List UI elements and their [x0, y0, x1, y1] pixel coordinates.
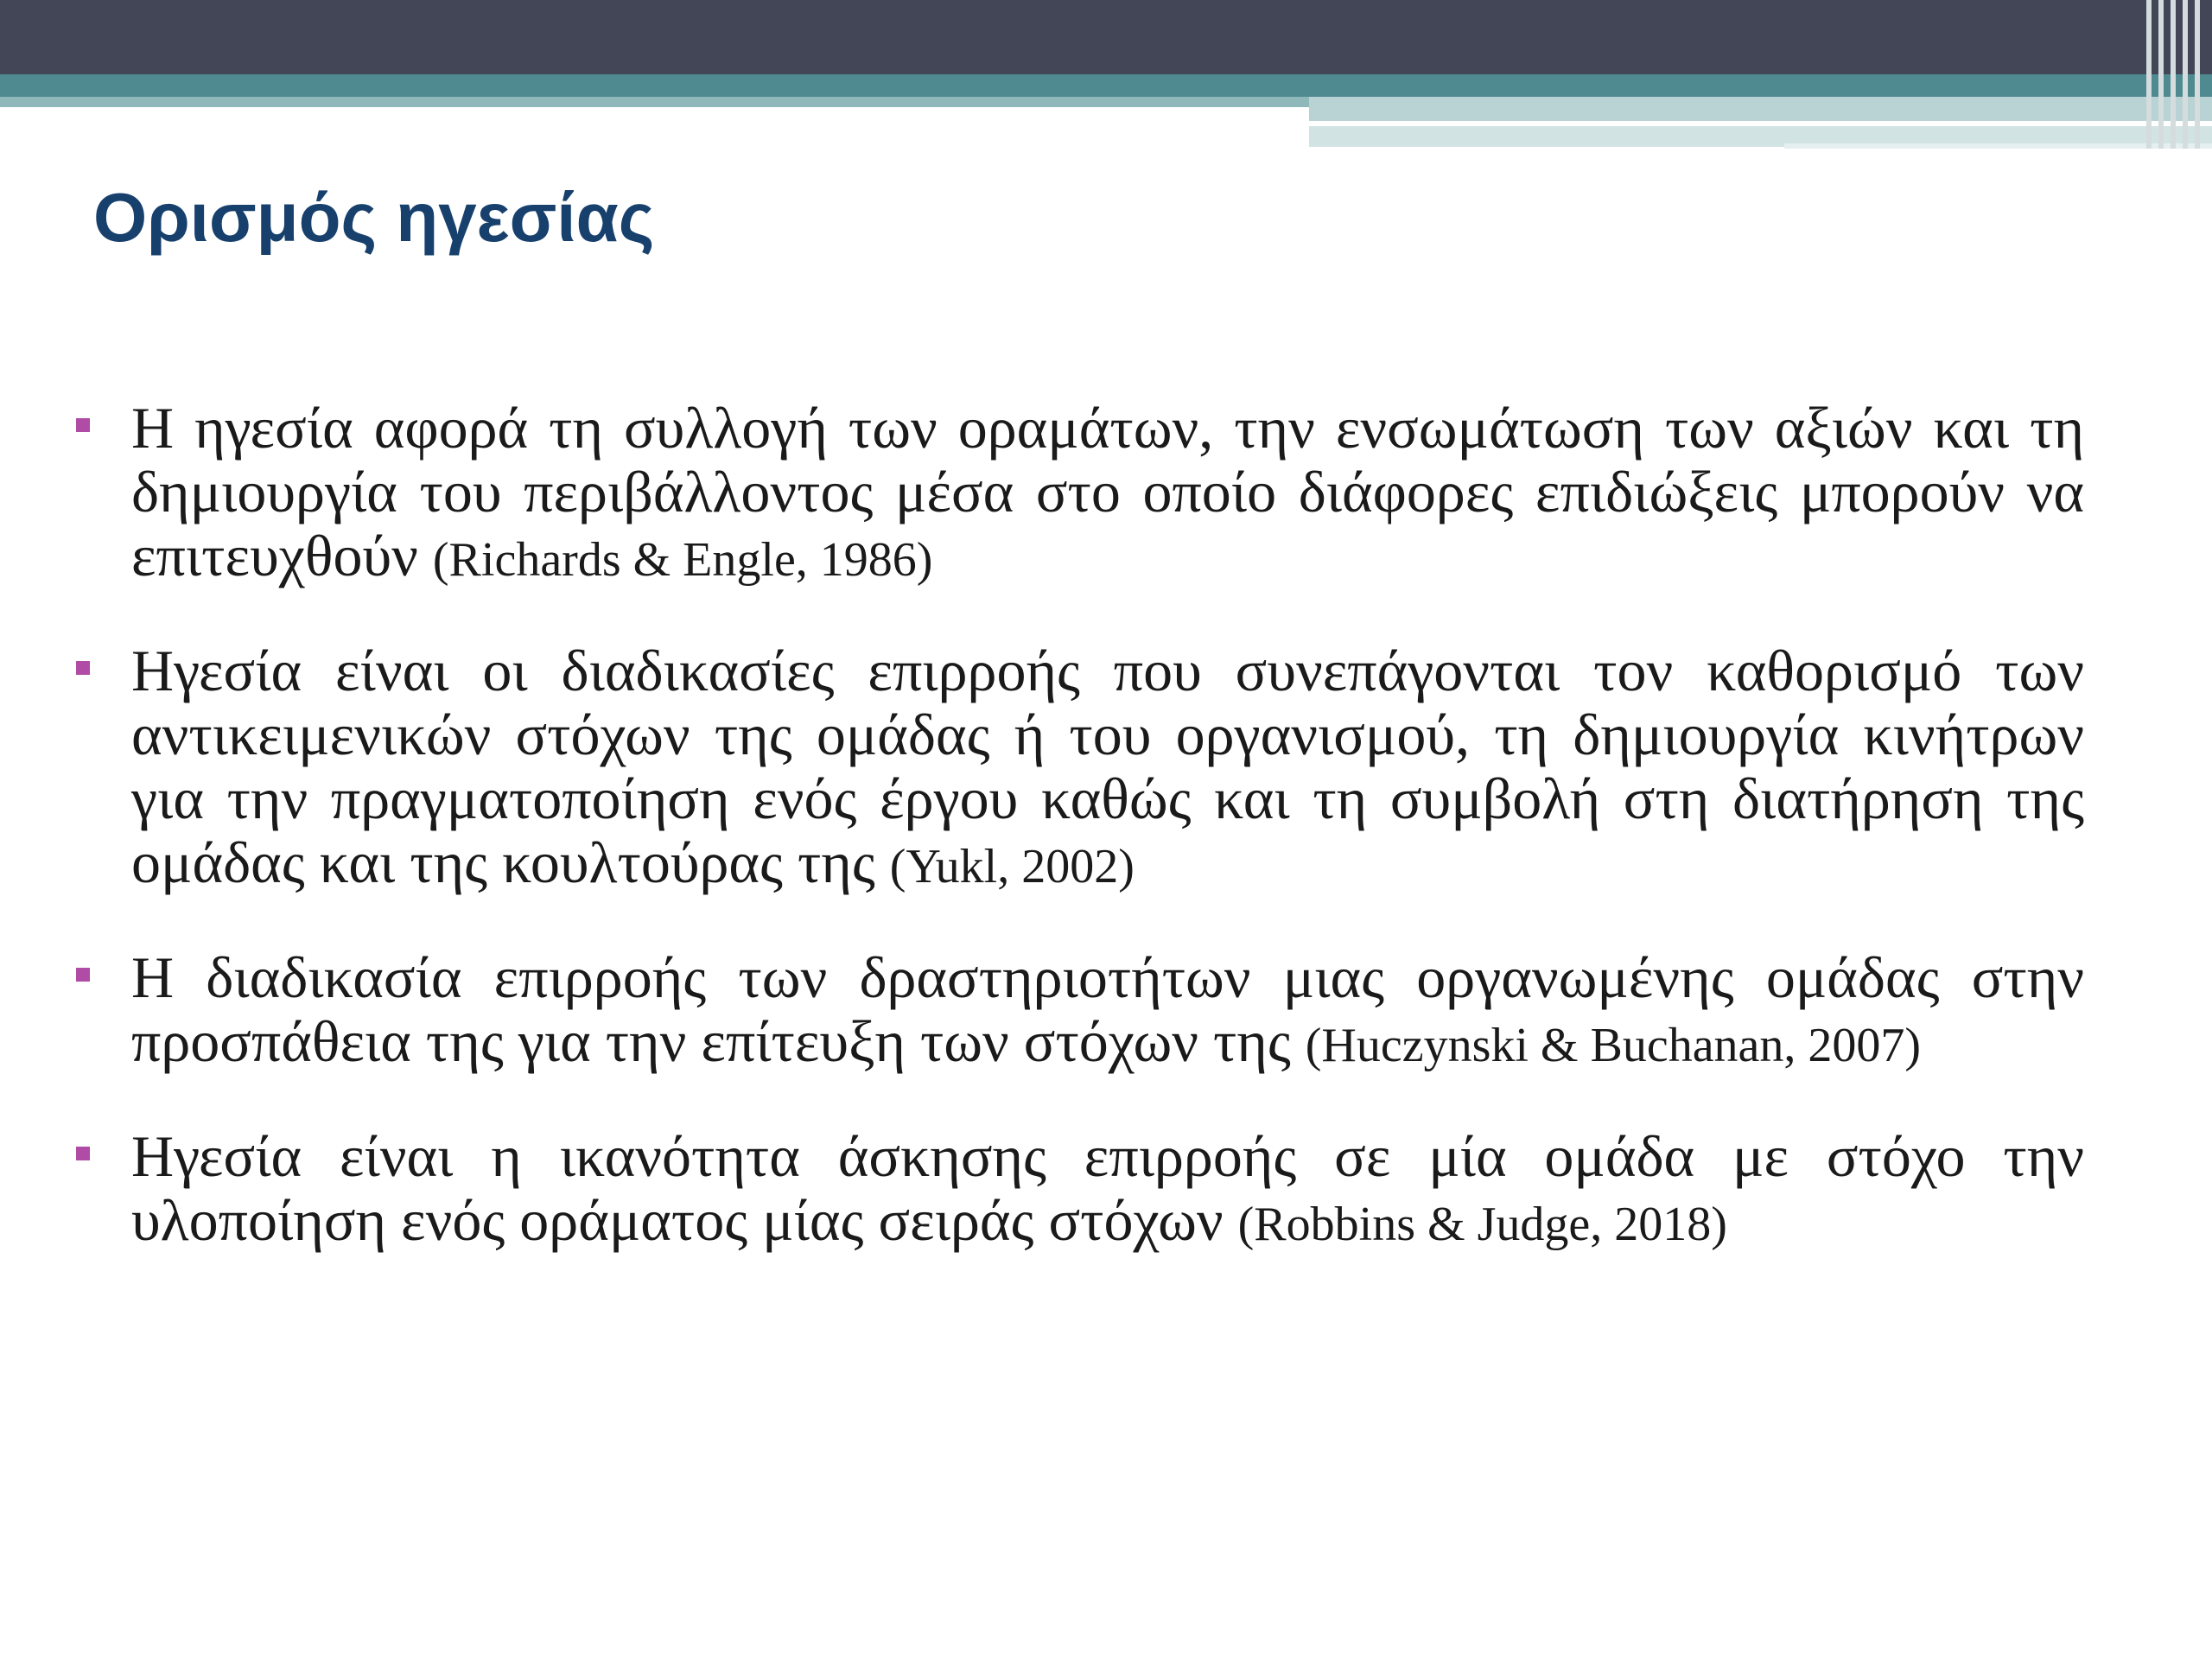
square-bullet-icon	[76, 661, 90, 675]
bullet-text: Ηγεσία είναι η ικανότητα άσκησης επιρροής σε μία ομάδα με στόχο την υλοποίηση ενός οράματος μίας σειράς στόχων	[131, 1123, 2084, 1253]
header-right-stripes	[2143, 0, 2212, 149]
bullet-citation: (Robbins & Judge, 2018)	[1237, 1198, 1727, 1251]
bullet-text: Η ηγεσία αφορά τη συλλογή των οραμάτων, την ενσωμάτωση των αξιών και τη δημιουργία του περιβάλλοντος μέσα στο οποίο διάφορες επιδιώξεις μπορούν να επιτευχθούν	[131, 395, 2084, 588]
bullet-text: Η διαδικασία επιρροής των δραστηριοτήτων μιας οργανωμένης ομάδας στην προσπάθεια της για την επίτευξη των στόχων της	[131, 944, 2084, 1074]
bullet-list	[71, 396, 2084, 1256]
square-bullet-icon	[76, 968, 90, 982]
header-band-teal-light	[0, 97, 1309, 107]
bullet-item-1	[71, 396, 2084, 592]
bullet-citation: (Yukl, 2002)	[889, 840, 1135, 893]
header-band-right-upper	[1309, 97, 2212, 121]
slide-title: Ορισμός ηγεσίας	[93, 179, 655, 256]
bullet-text: Ηγεσία είναι οι διαδικασίες επιρροής που συνεπάγονται τον καθορισμό των αντικειμενικών στόχων της ομάδας ή του οργανισμού, τη δημιουργία κινήτρων για την πραγματοποίηση ενός έργου καθώς και τη συμβολή στη διατήρηση της ομάδας και της κουλτούρας της	[131, 638, 2084, 895]
header-band-teal	[0, 74, 2212, 97]
bullet-citation: (Huczynski & Buchanan, 2007)	[1305, 1019, 1922, 1072]
bullet-citation: (Richards & Engle, 1986)	[432, 533, 933, 587]
square-bullet-icon	[76, 1147, 90, 1160]
bullet-item-4	[71, 1124, 2084, 1256]
header-band-dark	[0, 0, 2212, 74]
bullet-item-3	[71, 945, 2084, 1077]
square-bullet-icon	[76, 418, 90, 432]
bullet-item-2	[71, 639, 2084, 899]
